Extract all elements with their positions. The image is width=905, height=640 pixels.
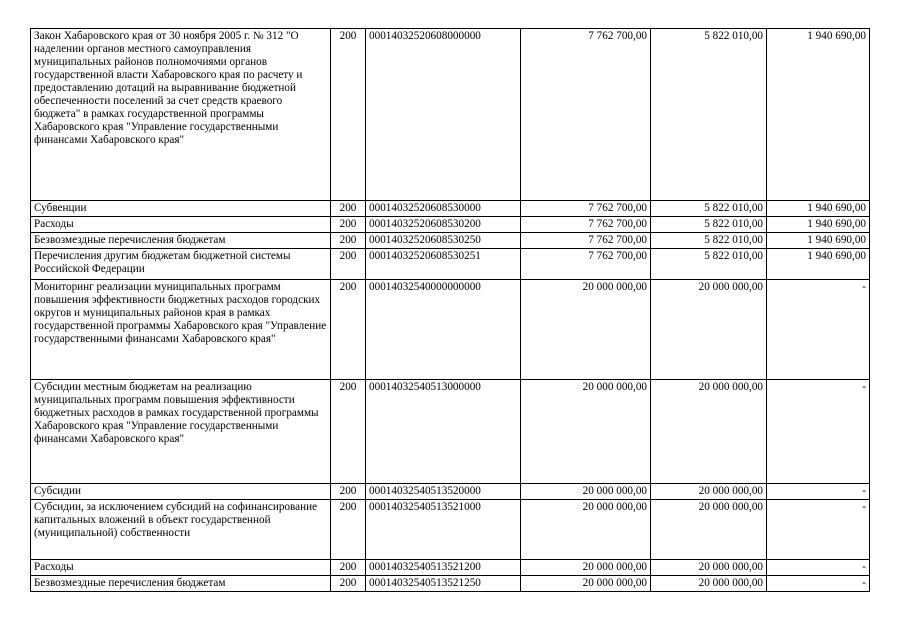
row-name-cell: Закон Хабаровского края от 30 ноября 2005 г. № 312 "О наделении органов местного самоуправления муниципальных районов полномочиями органов государственной власти Хабаровского края по расчету и предоставлению дотаций на выравнивание бюджетной обеспеченности поселений за счет средств краевого бюджета" в рамках государственной программы Хабаровского края "Управление государственными финансами Хабаровского края": [31, 29, 331, 201]
planned-amount-cell: 20 000 000,00: [521, 280, 651, 380]
remaining-amount-cell: 1 940 690,00: [767, 201, 870, 217]
remaining-amount-cell: -: [767, 576, 870, 592]
line-code-cell: 200: [331, 249, 366, 280]
remaining-amount-cell: -: [767, 280, 870, 380]
executed-amount-cell: 5 822 010,00: [651, 217, 767, 233]
executed-amount-cell: 5 822 010,00: [651, 249, 767, 280]
remaining-amount-cell: -: [767, 560, 870, 576]
classification-code-cell: 00014032520608530200: [366, 217, 521, 233]
row-name-cell: Безвозмездные перечисления бюджетам: [31, 233, 331, 249]
line-code-cell: 200: [331, 29, 366, 201]
classification-code-cell: 00014032540000000000: [366, 280, 521, 380]
row-name-cell: Субсидии, за исключением субсидий на софинансирование капитальных вложений в объект государственной (муниципальной) собственности: [31, 500, 331, 560]
remaining-amount-cell: -: [767, 500, 870, 560]
executed-amount-cell: 20 000 000,00: [651, 560, 767, 576]
table-row: [31, 380, 870, 484]
table-row: [31, 249, 870, 280]
planned-amount-cell: 7 762 700,00: [521, 201, 651, 217]
remaining-amount-cell: -: [767, 484, 870, 500]
classification-code-cell: 00014032540513000000: [366, 380, 521, 484]
line-code-cell: 200: [331, 280, 366, 380]
planned-amount-cell: 20 000 000,00: [521, 500, 651, 560]
classification-code-cell: 00014032520608530250: [366, 233, 521, 249]
table-row: [31, 29, 870, 201]
row-name-cell: Безвозмездные перечисления бюджетам: [31, 576, 331, 592]
table-row: [31, 560, 870, 576]
executed-amount-cell: 20 000 000,00: [651, 484, 767, 500]
line-code-cell: 200: [331, 560, 366, 576]
classification-code-cell: 00014032540513521250: [366, 576, 521, 592]
budget-expenditure-table: [30, 28, 870, 592]
row-name-cell: Мониторинг реализации муниципальных программ повышения эффективности бюджетных расходов городских округов и муниципальных районов края в рамках государственной программы Хабаровского края "Управление государственными финансами Хабаровского края": [31, 280, 331, 380]
executed-amount-cell: 5 822 010,00: [651, 29, 767, 201]
classification-code-cell: 00014032520608000000: [366, 29, 521, 201]
executed-amount-cell: 20 000 000,00: [651, 500, 767, 560]
planned-amount-cell: 7 762 700,00: [521, 29, 651, 201]
remaining-amount-cell: 1 940 690,00: [767, 233, 870, 249]
table-row: [31, 217, 870, 233]
line-code-cell: 200: [331, 380, 366, 484]
remaining-amount-cell: 1 940 690,00: [767, 249, 870, 280]
remaining-amount-cell: -: [767, 380, 870, 484]
row-name-cell: Перечисления другим бюджетам бюджетной системы Российской Федерации: [31, 249, 331, 280]
table-row: [31, 500, 870, 560]
line-code-cell: 200: [331, 233, 366, 249]
table-body: [31, 29, 870, 592]
line-code-cell: 200: [331, 484, 366, 500]
planned-amount-cell: 20 000 000,00: [521, 560, 651, 576]
row-name-cell: Расходы: [31, 217, 331, 233]
planned-amount-cell: 7 762 700,00: [521, 249, 651, 280]
executed-amount-cell: 5 822 010,00: [651, 233, 767, 249]
row-name-cell: Субсидии местным бюджетам на реализацию муниципальных программ повышения эффективности бюджетных расходов в рамках государственной программы Хабаровского края "Управление государственными финансами Хабаровского края": [31, 380, 331, 484]
table-row: [31, 484, 870, 500]
remaining-amount-cell: 1 940 690,00: [767, 29, 870, 201]
table-row: [31, 233, 870, 249]
executed-amount-cell: 20 000 000,00: [651, 380, 767, 484]
planned-amount-cell: 7 762 700,00: [521, 233, 651, 249]
row-name-cell: Расходы: [31, 560, 331, 576]
line-code-cell: 200: [331, 500, 366, 560]
classification-code-cell: 00014032540513521200: [366, 560, 521, 576]
executed-amount-cell: 5 822 010,00: [651, 201, 767, 217]
table-row: [31, 280, 870, 380]
executed-amount-cell: 20 000 000,00: [651, 576, 767, 592]
line-code-cell: 200: [331, 217, 366, 233]
planned-amount-cell: 20 000 000,00: [521, 380, 651, 484]
classification-code-cell: 00014032520608530251: [366, 249, 521, 280]
planned-amount-cell: 20 000 000,00: [521, 576, 651, 592]
row-name-cell: Субсидии: [31, 484, 331, 500]
line-code-cell: 200: [331, 201, 366, 217]
row-name-cell: Субвенции: [31, 201, 331, 217]
table-row: [31, 576, 870, 592]
planned-amount-cell: 20 000 000,00: [521, 484, 651, 500]
planned-amount-cell: 7 762 700,00: [521, 217, 651, 233]
line-code-cell: 200: [331, 576, 366, 592]
table-row: [31, 201, 870, 217]
executed-amount-cell: 20 000 000,00: [651, 280, 767, 380]
classification-code-cell: 00014032520608530000: [366, 201, 521, 217]
remaining-amount-cell: 1 940 690,00: [767, 217, 870, 233]
classification-code-cell: 00014032540513521000: [366, 500, 521, 560]
classification-code-cell: 00014032540513520000: [366, 484, 521, 500]
